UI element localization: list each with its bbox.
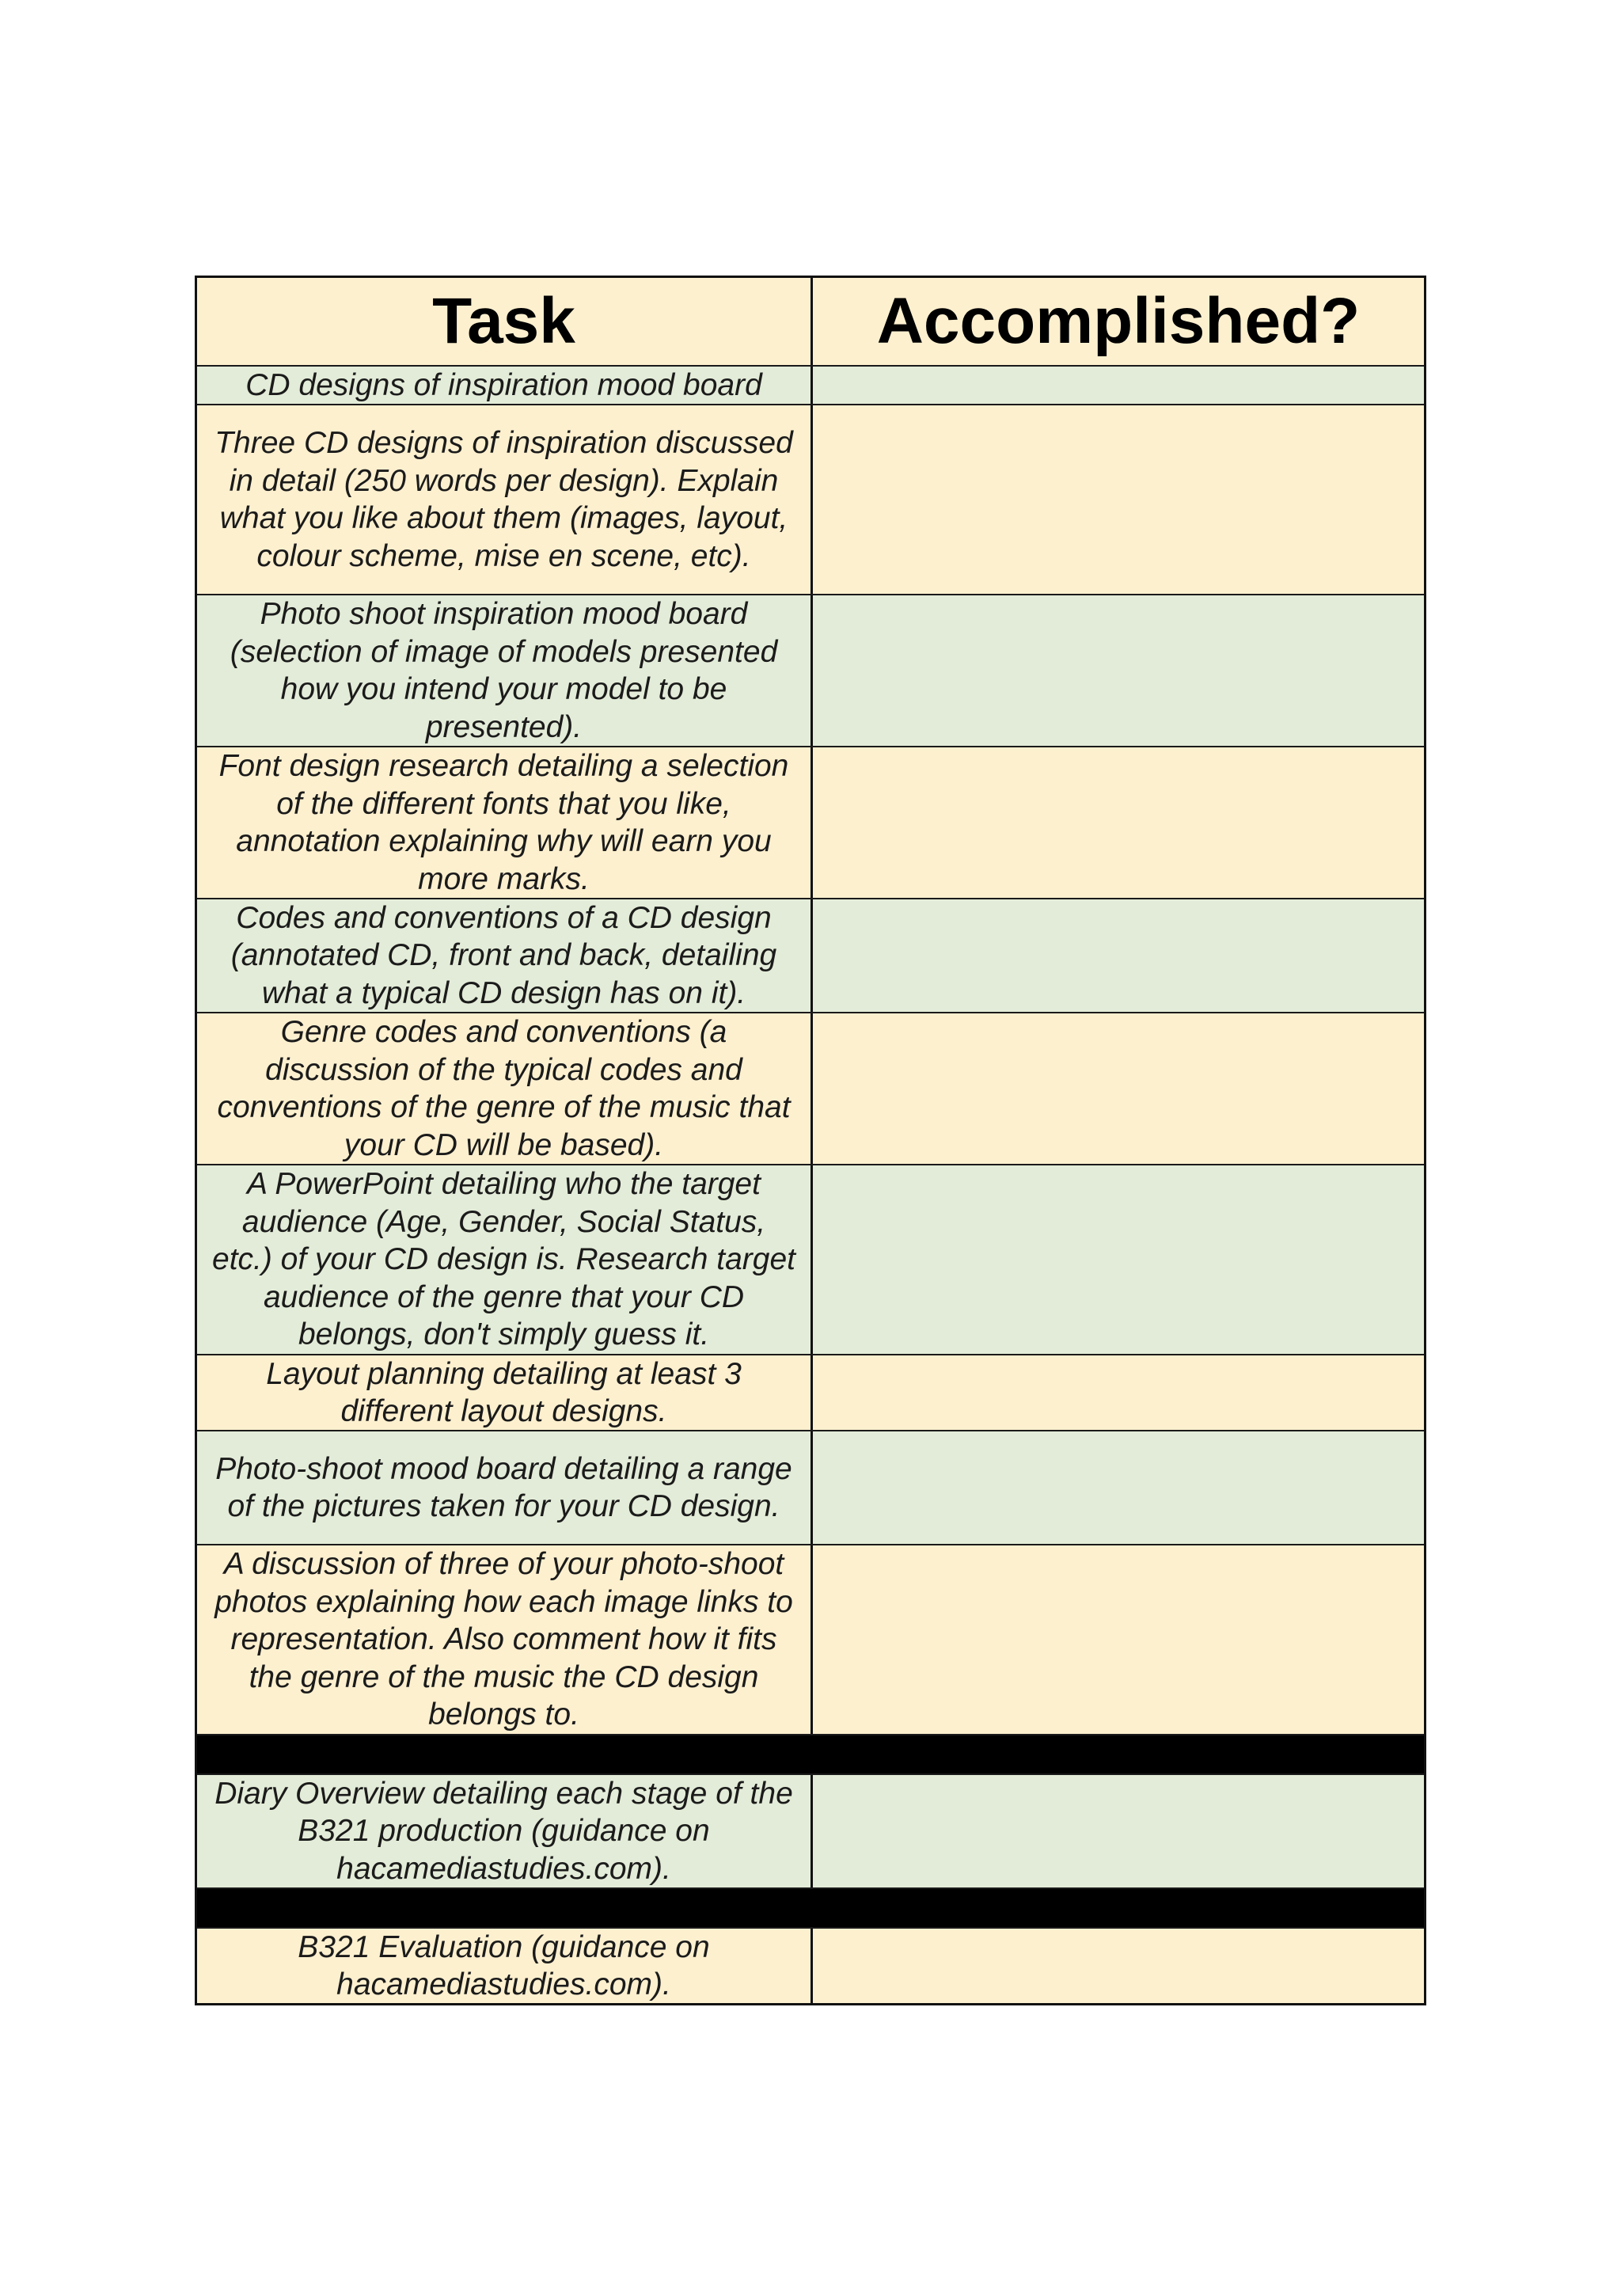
task-text: Photo-shoot mood board detailing a range of the pictures taken for your CD design. (197, 1431, 813, 1544)
accomplished-cell[interactable] (813, 1431, 1424, 1544)
task-text: Font design research detailing a selection of the different fonts that you like, annotation explaining why will earn you more marks. (197, 747, 813, 898)
section-divider (197, 1735, 1424, 1775)
table-row (197, 1545, 1424, 1735)
table-row (197, 1431, 1424, 1545)
table-row (197, 899, 1424, 1013)
accomplished-cell[interactable] (813, 1355, 1424, 1430)
table-row (197, 1355, 1424, 1431)
accomplished-cell[interactable] (813, 747, 1424, 898)
divider-left (197, 1889, 813, 1927)
task-text: CD designs of inspiration mood board (197, 367, 813, 404)
accomplished-cell[interactable] (813, 899, 1424, 1012)
divider-right (813, 1889, 1424, 1927)
task-text: Diary Overview detailing each stage of the B321 production (guidance on hacamediastudies.com). (197, 1775, 813, 1887)
divider-right (813, 1735, 1424, 1773)
task-text: Layout planning detailing at least 3 different layout designs. (197, 1355, 813, 1430)
task-text: Photo shoot inspiration mood board (selection of image of models presented how you intend your model to be presented). (197, 595, 813, 746)
accomplished-cell[interactable] (813, 595, 1424, 746)
task-text: Genre codes and conventions (a discussion of the typical codes and conventions of the genre of the music that your CD will be based). (197, 1013, 813, 1164)
header-task: Task (197, 278, 813, 365)
header-accomplished: Accomplished? (876, 285, 1361, 357)
table-row (197, 1165, 1424, 1355)
table-row (197, 595, 1424, 747)
table-row (197, 1775, 1424, 1889)
accomplished-cell[interactable] (813, 1545, 1424, 1734)
accomplished-cell[interactable] (813, 1929, 1424, 2003)
table-row (197, 367, 1424, 405)
accomplished-cell[interactable] (813, 405, 1424, 594)
accomplished-cell[interactable] (813, 1165, 1424, 1354)
task-text: B321 Evaluation (guidance on hacamediastudies.com). (197, 1929, 813, 2003)
divider-left (197, 1735, 813, 1773)
table-header-row (197, 278, 1424, 367)
table-row (197, 405, 1424, 595)
task-text: A PowerPoint detailing who the target audience (Age, Gender, Social Status, etc.) of your CD design is. Research target audience of the genre that your CD belongs, don't simply guess it. (197, 1165, 813, 1354)
table-row (197, 1929, 1424, 2003)
section-divider (197, 1889, 1424, 1929)
accomplished-cell[interactable] (813, 367, 1424, 404)
task-checklist-table (195, 276, 1426, 2005)
table-row (197, 1013, 1424, 1165)
task-text: Three CD designs of inspiration discussed in detail (250 words per design). Explain what you like about them (images, layout, colour scheme, mise en scene, etc). (197, 405, 813, 594)
task-text: Codes and conventions of a CD design (annotated CD, front and back, detailing what a typical CD design has on it). (197, 899, 813, 1012)
table-row (197, 747, 1424, 899)
accomplished-cell[interactable] (813, 1013, 1424, 1164)
accomplished-cell[interactable] (813, 1775, 1424, 1887)
task-text: A discussion of three of your photo-shoot photos explaining how each image links to representation. Also comment how it fits the genre of the music the CD design belongs to. (197, 1545, 813, 1734)
